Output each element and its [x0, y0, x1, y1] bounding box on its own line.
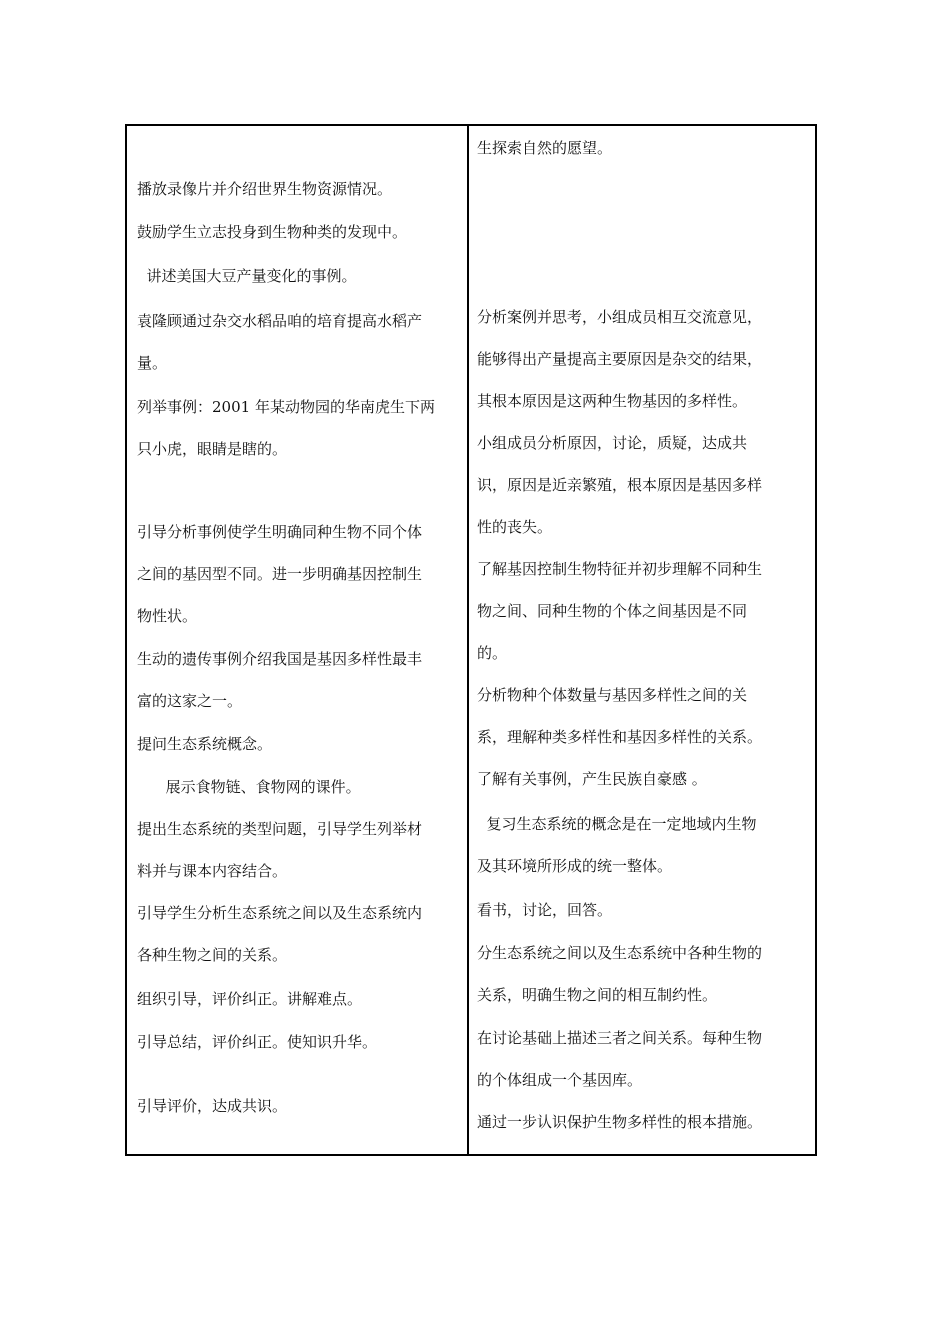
para-r2: 分析案例并思考，小组成员相互交流意见， 能够得出产量提高主要原因是杂交的结果， 其根本原因是这两种生物基因的多样性。	[477, 308, 763, 410]
para-l11: 引导学生分析生态系统之间以及生态系统内 各种生物之间的关系。	[137, 904, 423, 964]
para-r4: 了解基因控制生物特征并初步理解不同种生 物之间、同种生物的个体之间基因是不同 的。	[477, 560, 763, 662]
para-r8: 看书，讨论，回答。	[477, 901, 613, 919]
para-l2: 鼓励学生立志投身到生物种类的发现中。	[137, 223, 408, 241]
student-activity-column	[477, 126, 811, 1154]
para-l4: 袁隆顾通过杂交水稻品咱的培育提高水稻产 量。	[137, 312, 423, 372]
para-l3: 讲述美国大豆产量变化的事例。	[137, 267, 357, 285]
para-l7: 生动的遗传事例介绍我国是基因多样性最丰 富的这家之一。	[137, 650, 423, 710]
para-l12: 组织引导，评价纠正。讲解难点。	[137, 990, 363, 1008]
lesson-table	[125, 124, 817, 1156]
para-r10: 在讨论基础上描述三者之间关系。每种生物 的个体组成一个基因库。	[477, 1029, 763, 1089]
column-divider	[467, 126, 469, 1154]
para-r5: 分析物种个体数量与基因多样性之间的关 系，理解种类多样性和基因多样性的关系。	[477, 686, 763, 746]
para-r6: 了解有关事例，产生民族自豪感 。	[477, 770, 707, 788]
para-l8: 提问生态系统概念。	[137, 735, 273, 753]
para-l6: 引导分析事例使学生明确同种生物不同个体 之间的基因型不同。进一步明确基因控制生 物性状。	[137, 523, 423, 625]
para-r9: 分生态系统之间以及生态系统中各种生物的 关系，明确生物之间的相互制约性。	[477, 944, 763, 1004]
para-l13: 引导总结，评价纠正。使知识升华。	[137, 1033, 378, 1051]
para-l9: 展示食物链、食物网的课件。	[137, 778, 361, 796]
para-r3: 小组成员分析原因，讨论，质疑，达成共 识，原因是近亲繁殖，根本原因是基因多样 性的丧失。	[477, 434, 763, 536]
para-l1: 播放录像片并介绍世界生物资源情况。	[137, 180, 393, 198]
para-l10: 提出生态系统的类型问题，引导学生列举材 料并与课本内容结合。	[137, 820, 423, 880]
para-l5: 列举事例：2001 年某动物园的华南虎生下两 只小虎，眼睛是瞎的。	[137, 398, 435, 458]
para-l14: 引导评价，达成共识。	[137, 1097, 288, 1115]
para-r11: 通过一步认识保护生物多样性的根本措施。	[477, 1113, 763, 1131]
teacher-activity-column	[137, 126, 463, 1154]
para-r1: 生探索自然的愿望。	[477, 139, 613, 157]
para-r7: 复习生态系统的概念是在一定地域内生物 及其环境所形成的统一整体。	[477, 815, 757, 875]
